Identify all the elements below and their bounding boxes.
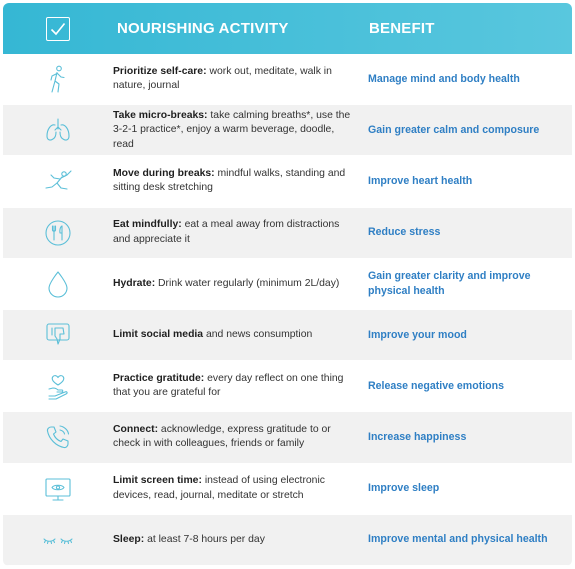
activity-text: [113, 277, 368, 292]
activity-detail: eat a meal away from distractions and appreciate it: [113, 219, 340, 245]
table-header: [3, 3, 572, 54]
activity-title: Connect:: [113, 423, 159, 435]
activity-detail: work out, meditate, walk in nature, journal: [113, 65, 332, 92]
walking-person-icon: [43, 64, 73, 94]
activity-detail: acknowledge, express gratitude to or check in with colleagues, friends or family: [113, 423, 331, 450]
phone-icon: [43, 422, 73, 452]
benefit-text: Increase happiness: [368, 430, 467, 443]
activity-detail: instead of using electronic devices, read, journal, meditate or stretch: [113, 475, 325, 501]
water-drop-icon: [43, 269, 73, 299]
activity-title: Hydrate:: [113, 277, 156, 289]
benefit-text: Gain greater calm and composure: [368, 123, 540, 136]
benefit-text: Improve sleep: [368, 482, 440, 495]
benefit-text: Reduce stress: [368, 226, 441, 239]
activity-detail: mindful walks, standing and sitting desk stretching: [113, 167, 346, 194]
activity-detail: every day reflect on one thing that you are grateful for: [113, 372, 344, 399]
activity-text: [113, 328, 368, 343]
activity-title: Sleep:: [113, 533, 145, 545]
activity-detail: and news consumption: [203, 328, 313, 340]
table-row: [3, 310, 572, 361]
closed-eyes-icon: [43, 525, 73, 555]
activity-title: Take micro-breaks:: [113, 109, 208, 121]
stretching-person-icon: [43, 166, 73, 196]
table-row: [3, 208, 572, 259]
lungs-icon: [43, 115, 73, 145]
table-row: [3, 412, 572, 463]
activity-text: [113, 65, 368, 94]
benefit-text: Improve heart health: [368, 174, 473, 187]
nourishing-activities-table: [3, 3, 572, 566]
thumbs-down-icon: [43, 320, 73, 350]
activity-title: Practice gratitude:: [113, 372, 205, 384]
activity-title: Limit social media: [113, 328, 204, 340]
activity-text: [113, 218, 368, 247]
activity-text: [113, 109, 368, 153]
activity-text: [113, 474, 368, 503]
heart-hand-icon: [43, 371, 73, 401]
activity-title: Eat mindfully:: [113, 219, 182, 231]
activity-detail: take calming breaths*, use the 3-2-1 practice*, enjoy a warm beverage, doodle, read: [113, 109, 351, 150]
activity-text: [113, 372, 368, 401]
table-row: [3, 156, 572, 207]
activity-detail: at least 7-8 hours per day: [144, 533, 265, 545]
table-row: [3, 361, 572, 412]
monitor-eye-icon: [43, 474, 73, 504]
activity-title: Move during breaks:: [113, 167, 215, 179]
benefit-text: Release negative emotions: [368, 379, 505, 392]
header-check-cell: [3, 17, 113, 41]
activity-title: Limit screen time:: [113, 475, 202, 487]
activity-text: [113, 167, 368, 196]
table-row: [3, 464, 572, 515]
table-row: [3, 105, 572, 156]
activity-text: [113, 423, 368, 452]
header-activity: NOURISHING ACTIVITY: [117, 20, 289, 37]
table-row: [3, 515, 572, 566]
benefit-text: Manage mind and body health: [368, 72, 520, 85]
activity-title: Prioritize self-care:: [113, 65, 207, 77]
benefit-text: Improve your mood: [368, 328, 467, 341]
benefit-text: Gain greater clarity and improve physical health: [368, 269, 531, 297]
benefit-text: Improve mental and physical health: [368, 533, 548, 546]
table-row: [3, 54, 572, 105]
activity-detail: Drink water regularly (minimum 2L/day): [155, 277, 340, 289]
plate-cutlery-icon: [43, 218, 73, 248]
activity-text: [113, 533, 368, 548]
checkbox-icon: [46, 17, 70, 41]
header-benefit: BENEFIT: [369, 20, 435, 37]
table-row: [3, 259, 572, 310]
